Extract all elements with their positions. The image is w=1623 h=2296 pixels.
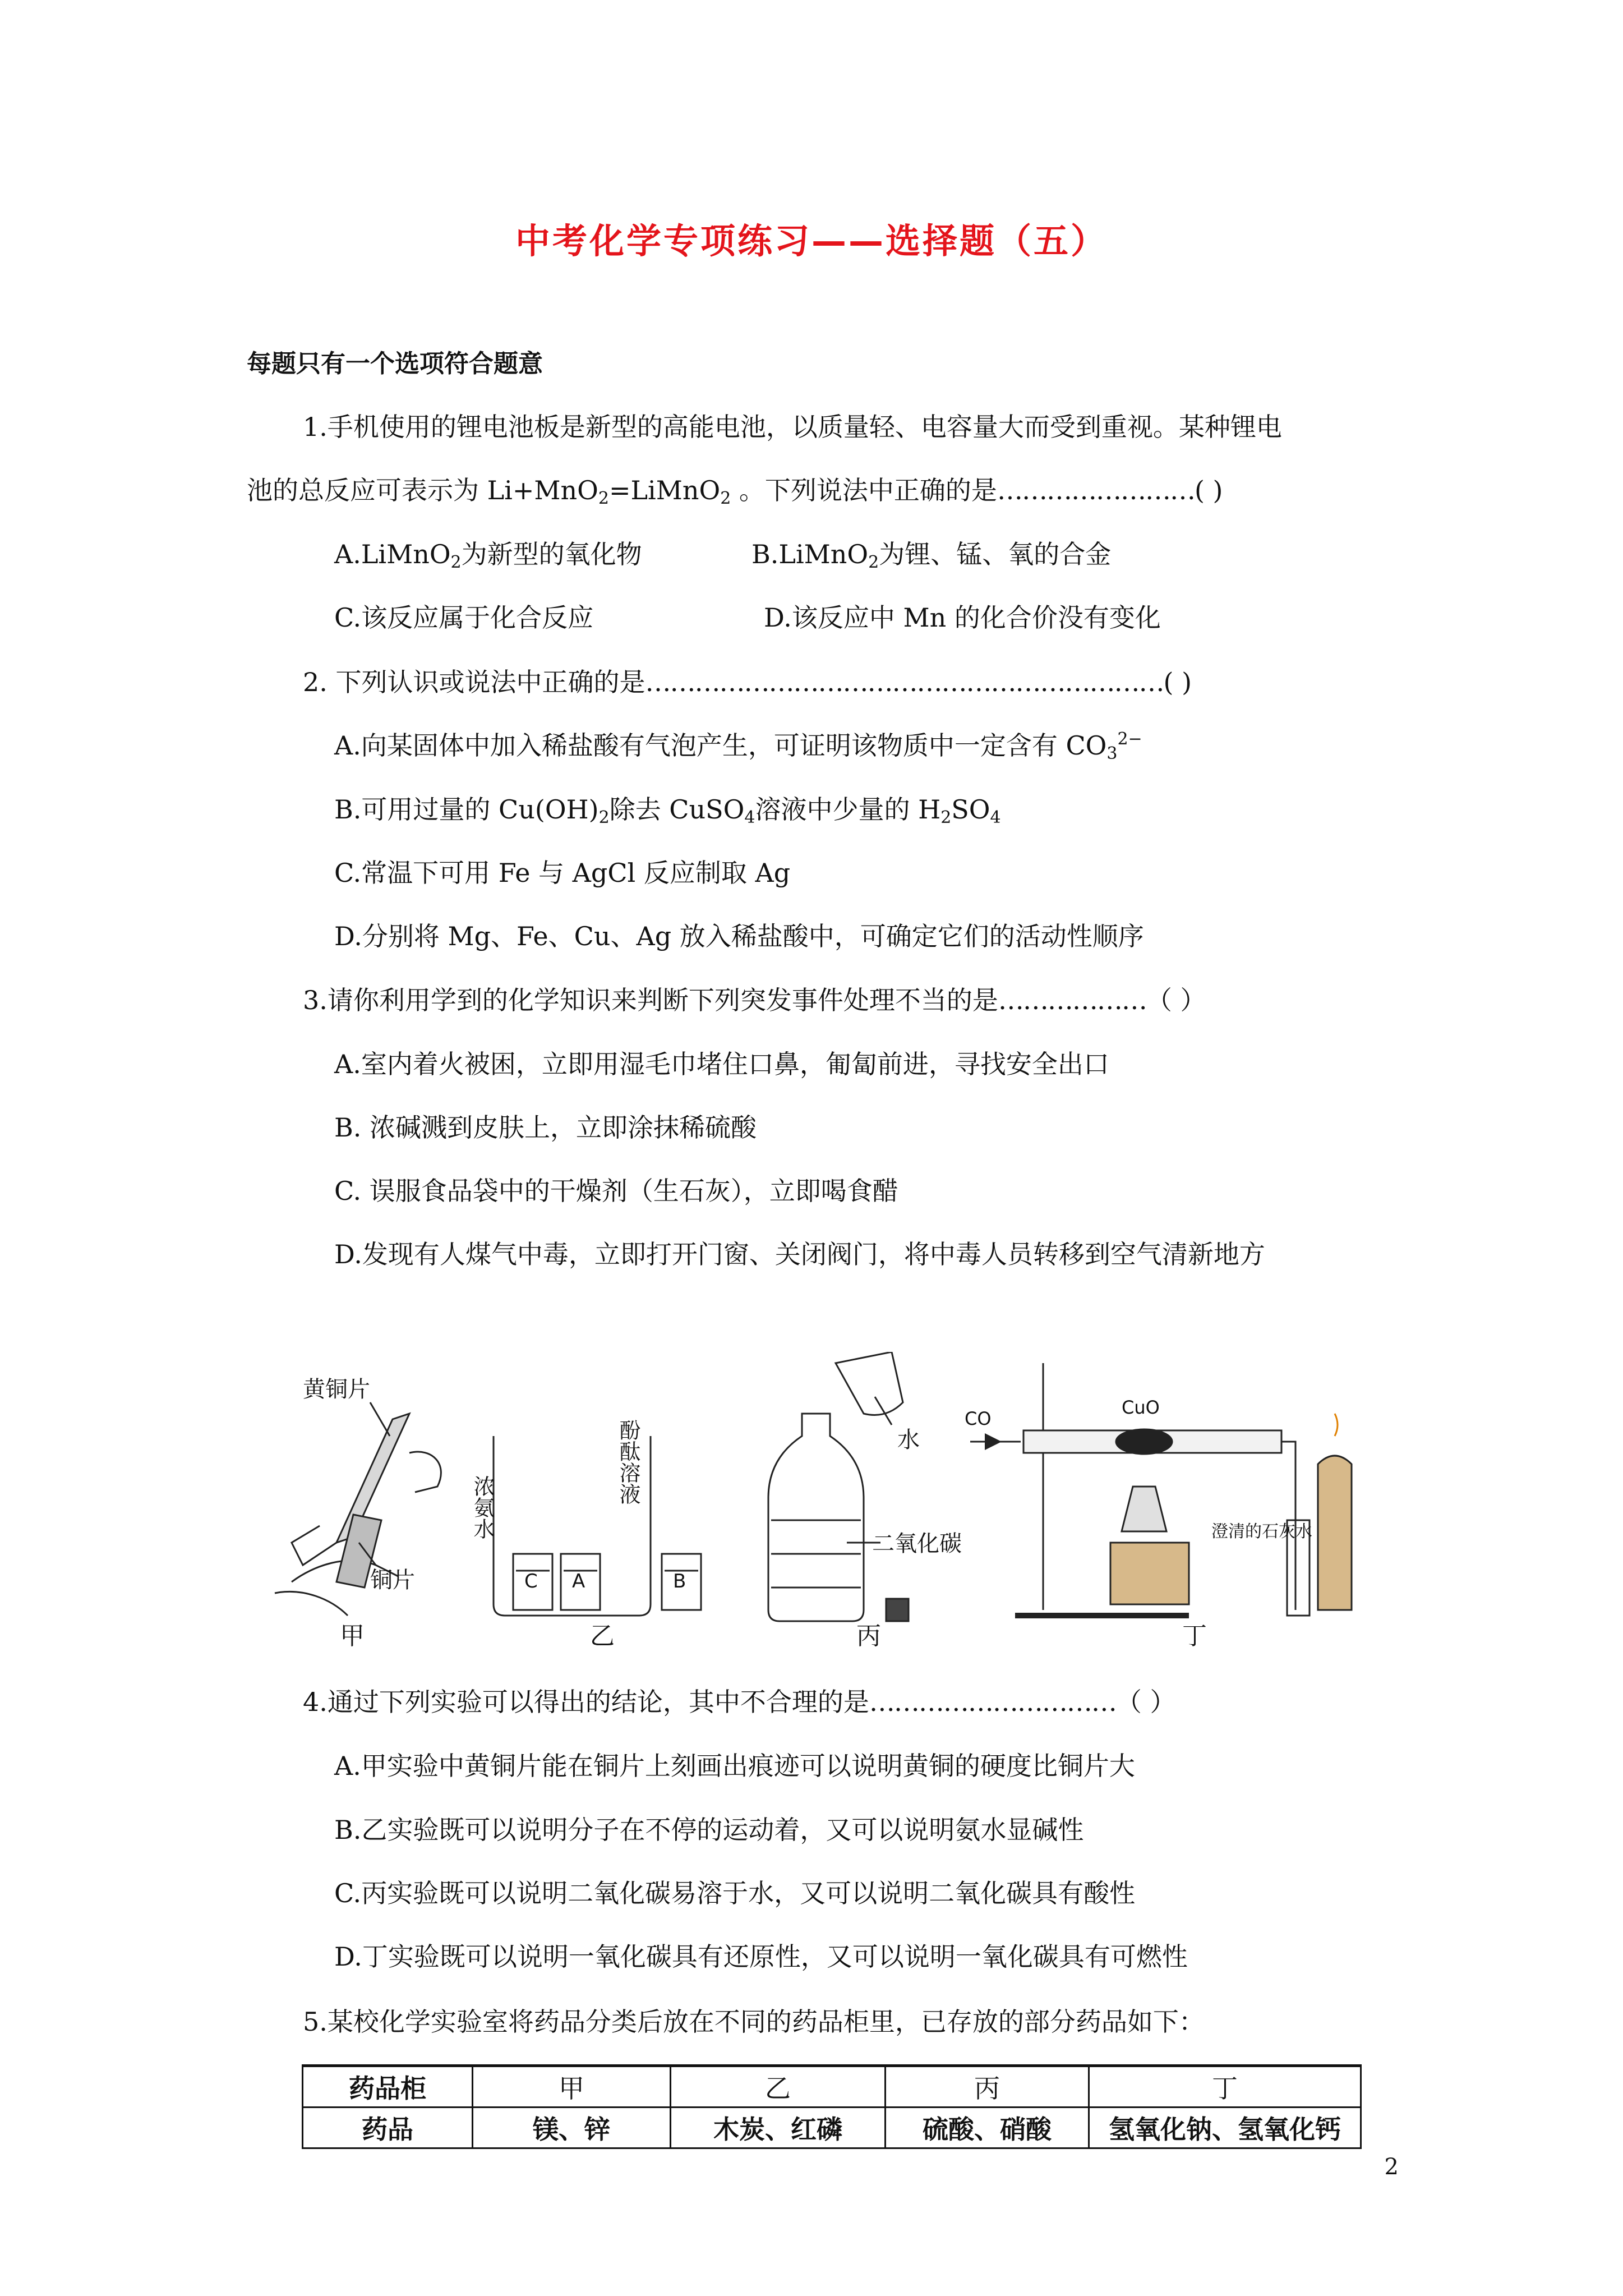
q4-option-a: A.甲实验中黄铜片能在铜片上刻画出痕迹可以说明黄铜的硬度比铜片大 [334, 1751, 1135, 1781]
table-cell: 药品 [303, 2108, 473, 2148]
table-cell: 镁、锌 [473, 2108, 671, 2148]
label-phenolphthalein: 酚酞溶液 [616, 1419, 640, 1504]
table-cell: 药品柜 [303, 2066, 473, 2108]
q1-option-b: B.LiMnO$_2$为锂、锰、氧的合金 [751, 539, 1112, 572]
label-cuo: CuO [1122, 1397, 1160, 1418]
q1-option-c: C.该反应属于化合反应 [334, 602, 594, 633]
q1-stem-line2: 池的总反应可表示为 Li+MnO$_2$=LiMnO$_2$ 。下列说法中正确的是……………………( ) [247, 475, 1223, 508]
svg-text:B: B [673, 1570, 686, 1593]
label-water: 水 [897, 1427, 920, 1453]
figure-label-bing: 丙 [856, 1622, 881, 1650]
answer-paren: ( ) [1194, 475, 1223, 505]
label-copper: 铜片 [370, 1567, 415, 1593]
q5-stem: 5.某校化学实验室将药品分类后放在不同的药品柜里，已存放的部分药品如下： [303, 2007, 1205, 2037]
q2-stem: 2. 下列认识或说法中正确的是………………………………………………………( ) [303, 667, 1192, 697]
q3-option-d: D.发现有人煤气中毒，立即打开门窗、关闭阀门，将中毒人员转移到空气清新地方 [334, 1239, 1265, 1269]
label-ammonia: 浓氨水 [470, 1475, 495, 1539]
figure-bing [768, 1352, 962, 1621]
q4-option-c: C.丙实验既可以说明二氧化碳易溶于水，又可以说明二氧化碳具有酸性 [334, 1878, 1136, 1908]
instruction: 每题只有一个选项符合题意 [247, 349, 543, 378]
figure-label-yi: 乙 [590, 1622, 615, 1650]
q3-option-b: B. 浓碱溅到皮肤上，立即涂抹稀硫酸 [334, 1112, 757, 1143]
svg-text:C: C [524, 1570, 538, 1593]
figure-jia [275, 1377, 441, 1616]
q5-table [302, 2064, 1362, 2149]
label-co2: 二氧化碳 [872, 1531, 962, 1557]
table-cell: 硫酸、硝酸 [886, 2108, 1089, 2148]
label-co: CO [965, 1408, 992, 1429]
table-cell: 丙 [886, 2066, 1089, 2108]
q4-option-b: B.乙实验既可以说明分子在不停的运动着，又可以说明氨水显碱性 [334, 1815, 1084, 1845]
q1-option-d: D.该反应中 Mn 的化合价没有变化 [764, 602, 1161, 633]
figure-ding [965, 1363, 1352, 1616]
figure-label-jia: 甲 [340, 1622, 365, 1650]
table-cell: 氢氧化钠、氢氧化钙 [1089, 2108, 1361, 2148]
q1-option-a: A.LiMnO$_2$为新型的氧化物 [334, 539, 642, 572]
q4-option-d: D.丁实验既可以说明一氧化碳具有还原性，又可以说明一氧化碳具有可燃性 [334, 1941, 1188, 1972]
figure-yi [470, 1419, 701, 1616]
label-brass: 黄铜片 [303, 1377, 370, 1402]
q2-option-b: B.可用过量的 $Cu(OH)_2$除去 CuSO$_4$溶液中少量的 $H_2SO_4$ [334, 794, 1001, 827]
q1-stem-line1: 1.手机使用的锂电池板是新型的高能电池，以质量轻、电容量大而受到重视。某种锂电 [303, 412, 1282, 442]
table-cell: 丁 [1089, 2066, 1361, 2108]
experiment-figure [269, 1352, 1363, 1632]
table-row [303, 2108, 1361, 2148]
table-cell: 甲 [473, 2066, 671, 2108]
q4-stem: 4.通过下列实验可以得出的结论，其中不合理的是…………………………（ ） [303, 1687, 1176, 1717]
q2-option-c: C.常温下可用 Fe 与 AgCl 反应制取 Ag [334, 858, 791, 888]
label-limewater: 澄清的石灰水 [1211, 1522, 1312, 1542]
q2-option-a: A.向某固体中加入稀盐酸有气泡产生，可证明该物质中一定含有 $CO_3^{2-}$ [334, 729, 1142, 763]
figure-label-ding: 丁 [1182, 1622, 1207, 1650]
table-cell: 乙 [671, 2066, 886, 2108]
q3-stem: 3.请你利用学到的化学知识来判断下列突发事件处理不当的是………………（ ） [303, 985, 1206, 1015]
svg-text:A: A [572, 1570, 585, 1593]
q3-option-a: A.室内着火被困，立即用湿毛巾堵住口鼻，匍匐前进，寻找安全出口 [334, 1049, 1109, 1079]
q3-option-c: C. 误服食品袋中的干燥剂（生石灰），立即喝食醋 [334, 1176, 898, 1206]
page-number: 2 [1384, 2154, 1399, 2180]
page-title: 中考化学专项练习——选择题（五） [515, 220, 1108, 261]
table-header-row [303, 2066, 1361, 2108]
q2-option-d: D.分别将 Mg、Fe、Cu、Ag 放入稀盐酸中，可确定它们的活动性顺序 [334, 921, 1144, 951]
table-cell: 木炭、红磷 [671, 2108, 886, 2148]
